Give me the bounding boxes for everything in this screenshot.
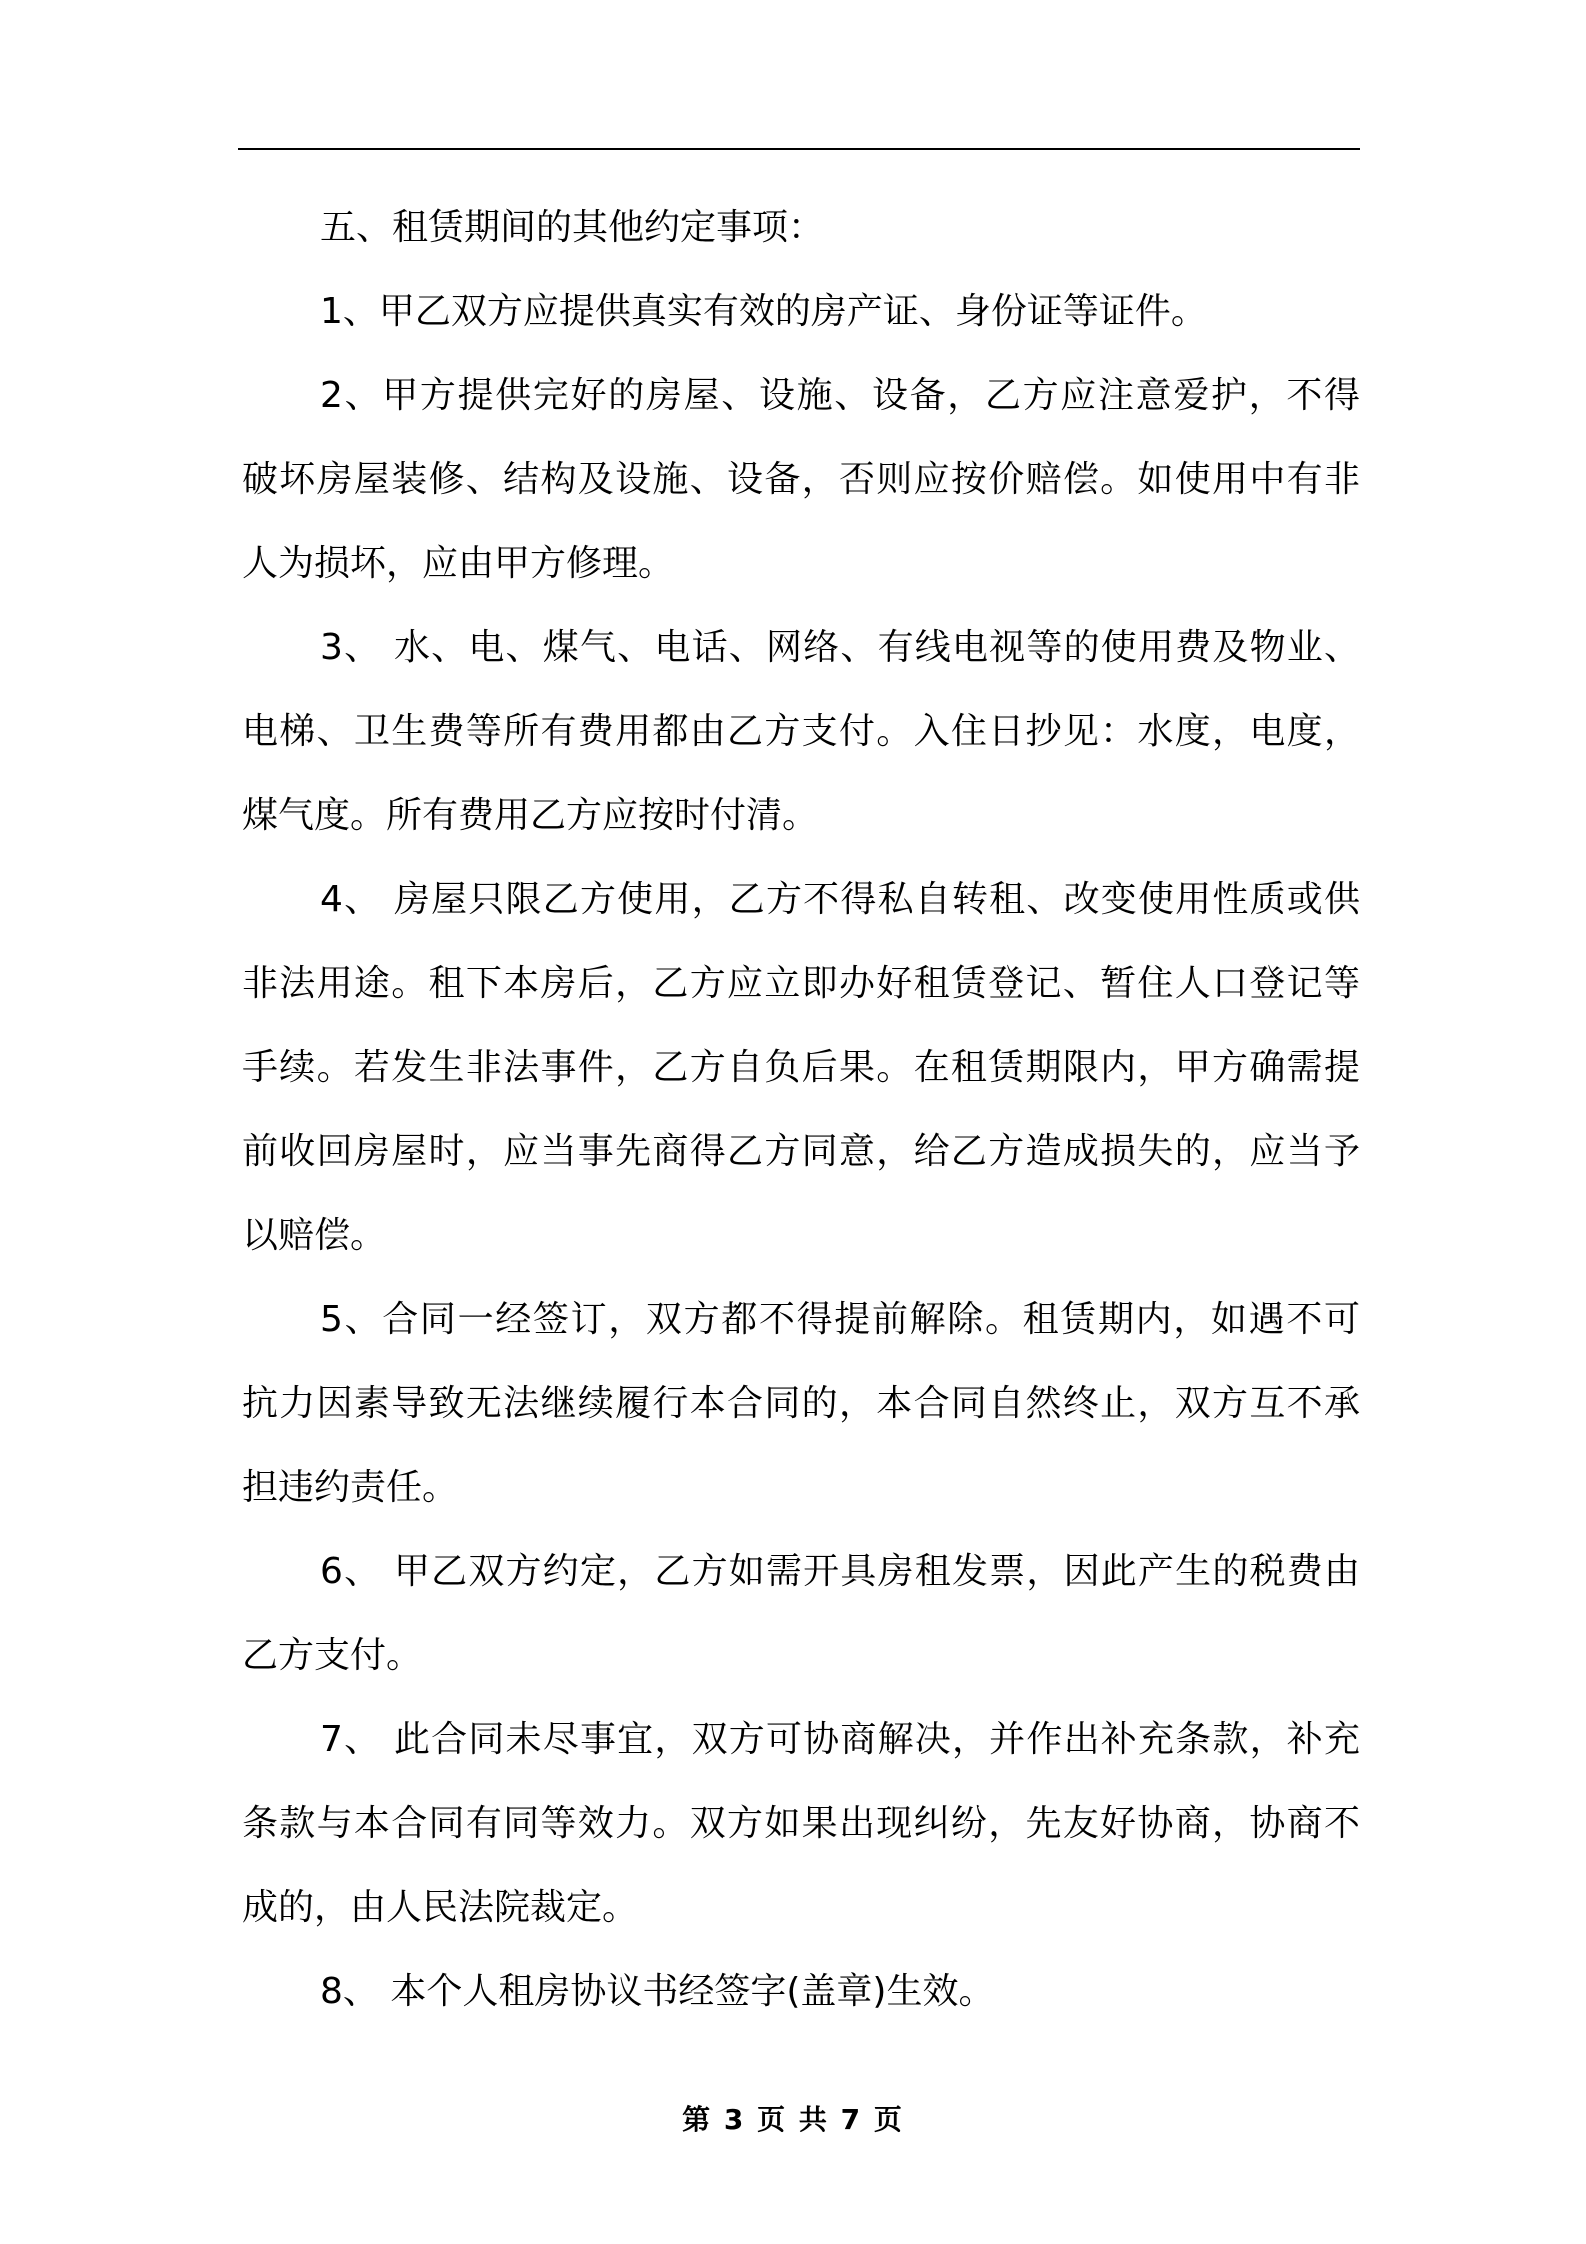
clause-line: 1、甲乙双方应提供真实有效的房产证、身份证等证件。 bbox=[320, 291, 1207, 332]
clause-line: 乙方支付。 bbox=[242, 1635, 423, 1676]
clause-line: 2、甲方提供完好的房屋、设施、设备，乙方应注意爱护，不得 bbox=[320, 375, 1360, 416]
clause-3 bbox=[242, 606, 1360, 858]
clause-line: 破坏房屋装修、结构及设施、设备，否则应按价赔偿。如使用中有非 bbox=[242, 459, 1360, 500]
clause-line: 非法用途。租下本房后，乙方应立即办好租赁登记、暂住人口登记等 bbox=[242, 963, 1360, 1004]
clause-line: 5、合同一经签订，双方都不得提前解除。租赁期内，如遇不可 bbox=[320, 1299, 1360, 1340]
clause-line: 手续。若发生非法事件，乙方自负后果。在租赁期限内，甲方确需提 bbox=[242, 1047, 1360, 1088]
clause-line: 8、 本个人租房协议书经签字(盖章)生效。 bbox=[320, 1971, 995, 2012]
section-heading bbox=[242, 186, 1360, 270]
clause-6 bbox=[242, 1530, 1360, 1698]
clause-7 bbox=[242, 1698, 1360, 1950]
clause-line: 成的，由人民法院裁定。 bbox=[242, 1887, 639, 1928]
clause-line: 抗力因素导致无法继续履行本合同的，本合同自然终止，双方互不承 bbox=[242, 1383, 1360, 1424]
section-heading-line: 五、租赁期间的其他约定事项： bbox=[320, 207, 825, 248]
clause-8 bbox=[242, 1950, 1360, 2034]
clause-line: 煤气度。所有费用乙方应按时付清。 bbox=[242, 795, 819, 836]
clause-line: 4、 房屋只限乙方使用，乙方不得私自转租、改变使用性质或供 bbox=[320, 879, 1360, 920]
clause-line: 人为损坏，应由甲方修理。 bbox=[242, 543, 675, 584]
clause-line: 以赔偿。 bbox=[242, 1215, 387, 1256]
clause-2 bbox=[242, 354, 1360, 606]
clause-line: 3、 水、电、煤气、电话、网络、有线电视等的使用费及物业、 bbox=[320, 627, 1360, 668]
page-number-footer: 第 3 页 共 7 页 bbox=[682, 2103, 904, 2136]
clause-line: 条款与本合同有同等效力。双方如果出现纠纷，先友好协商，协商不 bbox=[242, 1803, 1360, 1844]
clause-line: 电梯、卫生费等所有费用都由乙方支付。入住日抄见：水度，电度， bbox=[242, 711, 1360, 752]
clause-4 bbox=[242, 858, 1360, 1278]
header-rule bbox=[238, 148, 1360, 150]
clause-line: 6、 甲乙双方约定，乙方如需开具房租发票，因此产生的税费由 bbox=[320, 1551, 1360, 1592]
clause-line: 前收回房屋时，应当事先商得乙方同意，给乙方造成损失的，应当予 bbox=[242, 1131, 1360, 1172]
clause-line: 7、 此合同未尽事宜，双方可协商解决，并作出补充条款，补充 bbox=[320, 1719, 1360, 1760]
clause-1 bbox=[242, 270, 1360, 354]
clause-line: 担违约责任。 bbox=[242, 1467, 459, 1508]
clause-5 bbox=[242, 1278, 1360, 1530]
document-body bbox=[242, 186, 1360, 2034]
